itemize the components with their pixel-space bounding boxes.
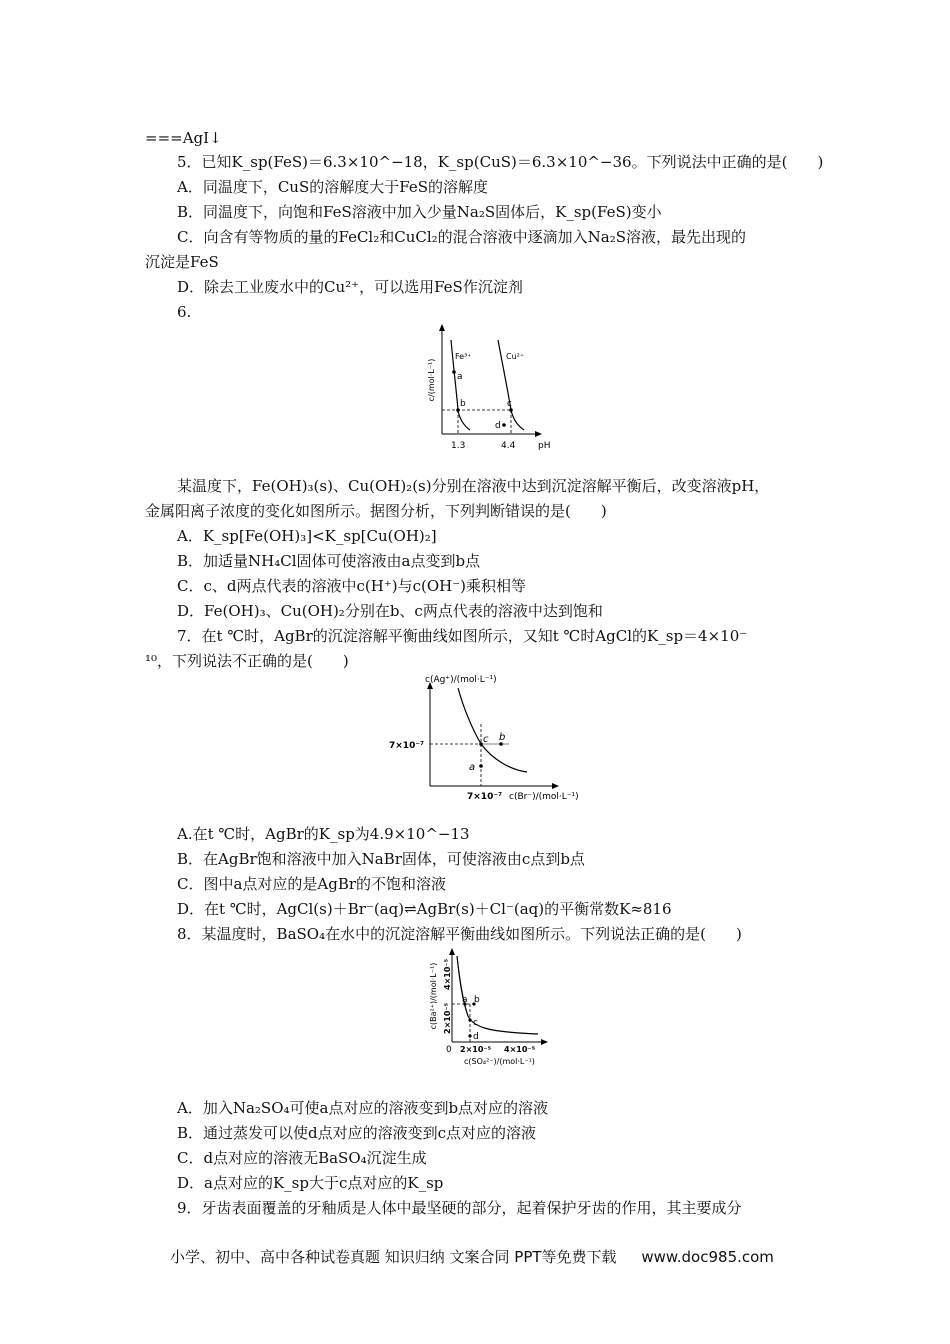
- label-a: a: [462, 995, 468, 1005]
- x-tick-2: 4×10⁻⁵: [504, 1045, 536, 1054]
- point-d: [468, 1034, 471, 1037]
- y-tick: 7×10⁻⁷: [389, 741, 425, 751]
- point-c: [468, 1018, 471, 1021]
- x-tick: 7×10⁻⁷: [467, 792, 503, 802]
- footer-link[interactable]: www.doc985.com: [641, 1248, 774, 1266]
- agbr-curve: [458, 688, 527, 772]
- label-d: d: [473, 1032, 479, 1042]
- q6-option-a: A．K_sp[Fe(OH)₃]<K_sp[Cu(OH)₂]: [177, 527, 437, 545]
- label-b: b: [499, 732, 506, 743]
- footer-text: 小学、初中、高中各种试卷真题 知识归纳 文案合同 PPT等免费下载: [170, 1248, 617, 1266]
- page-footer: [170, 1246, 774, 1267]
- label-b: b: [474, 995, 480, 1005]
- point-a: [452, 370, 456, 374]
- q9-stem: 9．牙齿表面覆盖的牙釉质是人体中最坚硬的部分，起着保护牙齿的作用，其主要成分: [177, 1199, 742, 1217]
- tick-4-4: 4.4: [501, 441, 516, 451]
- q6-number: 6.: [177, 303, 192, 321]
- figure-q8-chart: [420, 944, 560, 1074]
- q8-option-b: B．通过蒸发可以使d点对应的溶液变到c点对应的溶液: [177, 1124, 537, 1142]
- label-d: d: [495, 421, 501, 431]
- x-axis-label: c(SO₄²⁻)/(mol·L⁻¹): [464, 1057, 535, 1066]
- q6-stem: 某温度下，Fe(OH)₃(s)、Cu(OH)₂(s)分别在溶液中达到沉淀溶解平衡后，改变溶液pH，: [177, 477, 770, 495]
- q6-option-b: B．加适量NH₄Cl固体可使溶液由a点变到b点: [177, 552, 481, 570]
- point-d: [502, 423, 506, 427]
- label-b: b: [460, 399, 466, 409]
- q7-option-c: C．图中a点对应的是AgBr的不饱和溶液: [177, 875, 447, 893]
- label-c: c: [483, 734, 489, 745]
- q7-option-a: A.在t ℃时，AgBr的K_sp为4.9×10^−13: [177, 825, 470, 843]
- q8-option-a: A．加入Na₂SO₄可使a点对应的溶液变到b点对应的溶液: [177, 1099, 549, 1117]
- q6-option-c: C．c、d两点代表的溶液中c(H⁺)与c(OH⁻)乘积相等: [177, 577, 526, 595]
- label-a: a: [457, 372, 463, 382]
- q8-option-c: C．d点对应的溶液无BaSO₄沉淀生成: [177, 1149, 427, 1167]
- baso4-curve: [457, 956, 538, 1034]
- q8-option-d: D．a点对应的K_sp大于c点对应的K_sp: [177, 1174, 444, 1192]
- q5-option-d: D．除去工业废水中的Cu²⁺，可以选用FeS作沉淀剂: [177, 278, 523, 296]
- x-axis-label: pH: [538, 441, 551, 451]
- q6-stem-cont: 金属阳离子浓度的变化如图所示。据图分析，下列判断错误的是( ): [145, 502, 607, 520]
- y-tick-2: 4×10⁻⁵: [443, 958, 452, 990]
- q5-option-c: C．向含有等物质的量的FeCl₂和CuCl₂的混合溶液中逐滴加入Na₂S溶液，最先出现的: [177, 228, 747, 246]
- label-c: c: [473, 1018, 478, 1028]
- q5-stem: 5．已知K_sp(FeS)＝6.3×10^−18，K_sp(CuS)＝6.3×10^−36。下列说法中正确的是( ): [177, 153, 824, 171]
- q5-option-b: B．同温度下，向饱和FeS溶液中加入少量Na₂S固体后，K_sp(FeS)变小: [177, 203, 662, 221]
- x-axis-label: c(Br⁻)/(mol·L⁻¹): [509, 792, 579, 802]
- q5-option-c-cont: 沉淀是FeS: [145, 253, 219, 271]
- tick-1-3: 1.3: [451, 441, 466, 451]
- y-tick-1: 2×10⁻⁵: [443, 1002, 452, 1034]
- x-tick-1: 2×10⁻⁵: [460, 1045, 492, 1054]
- label-a: a: [469, 762, 476, 773]
- point-a: [479, 764, 483, 768]
- q8-stem: 8．某温度时，BaSO₄在水中的沉淀溶解平衡曲线如图所示。下列说法正确的是( ): [177, 925, 742, 943]
- y-axis-label: c(Ag⁺)/(mol·L⁻¹): [425, 675, 497, 685]
- label-cu2: Cu²⁺: [506, 352, 525, 361]
- label-fe3: Fe³⁺: [455, 352, 472, 361]
- line-cont: ===AgI↓: [145, 129, 222, 147]
- q6-option-d: D．Fe(OH)₃、Cu(OH)₂分别在b、c两点代表的溶液中达到饱和: [177, 602, 603, 620]
- q7-stem-cont: ¹⁰，下列说法不正确的是( ): [145, 652, 349, 670]
- y-axis-label: c(Ba²⁺)/(mol·L⁻¹): [429, 962, 438, 1030]
- label-c: c: [507, 399, 512, 409]
- figure-q7-chart: [385, 668, 600, 808]
- q7-option-b: B．在AgBr饱和溶液中加入NaBr固体，可使溶液由c点到b点: [177, 850, 585, 868]
- q5-option-a: A．同温度下，CuS的溶解度大于FeS的溶解度: [177, 178, 488, 196]
- figure-q6-chart: [420, 322, 560, 457]
- y-axis-label: c/(mol·L⁻¹): [427, 358, 436, 402]
- q7-stem: 7．在t ℃时，AgBr的沉淀溶解平衡曲线如图所示，又知t ℃时AgCl的K_sp＝4×10⁻: [177, 627, 748, 645]
- origin-label: 0: [446, 1045, 452, 1055]
- q7-option-d: D．在t ℃时，AgCl(s)＋Br⁻(aq)⇌AgBr(s)＋Cl⁻(aq)的平衡常数K≈816: [177, 900, 672, 918]
